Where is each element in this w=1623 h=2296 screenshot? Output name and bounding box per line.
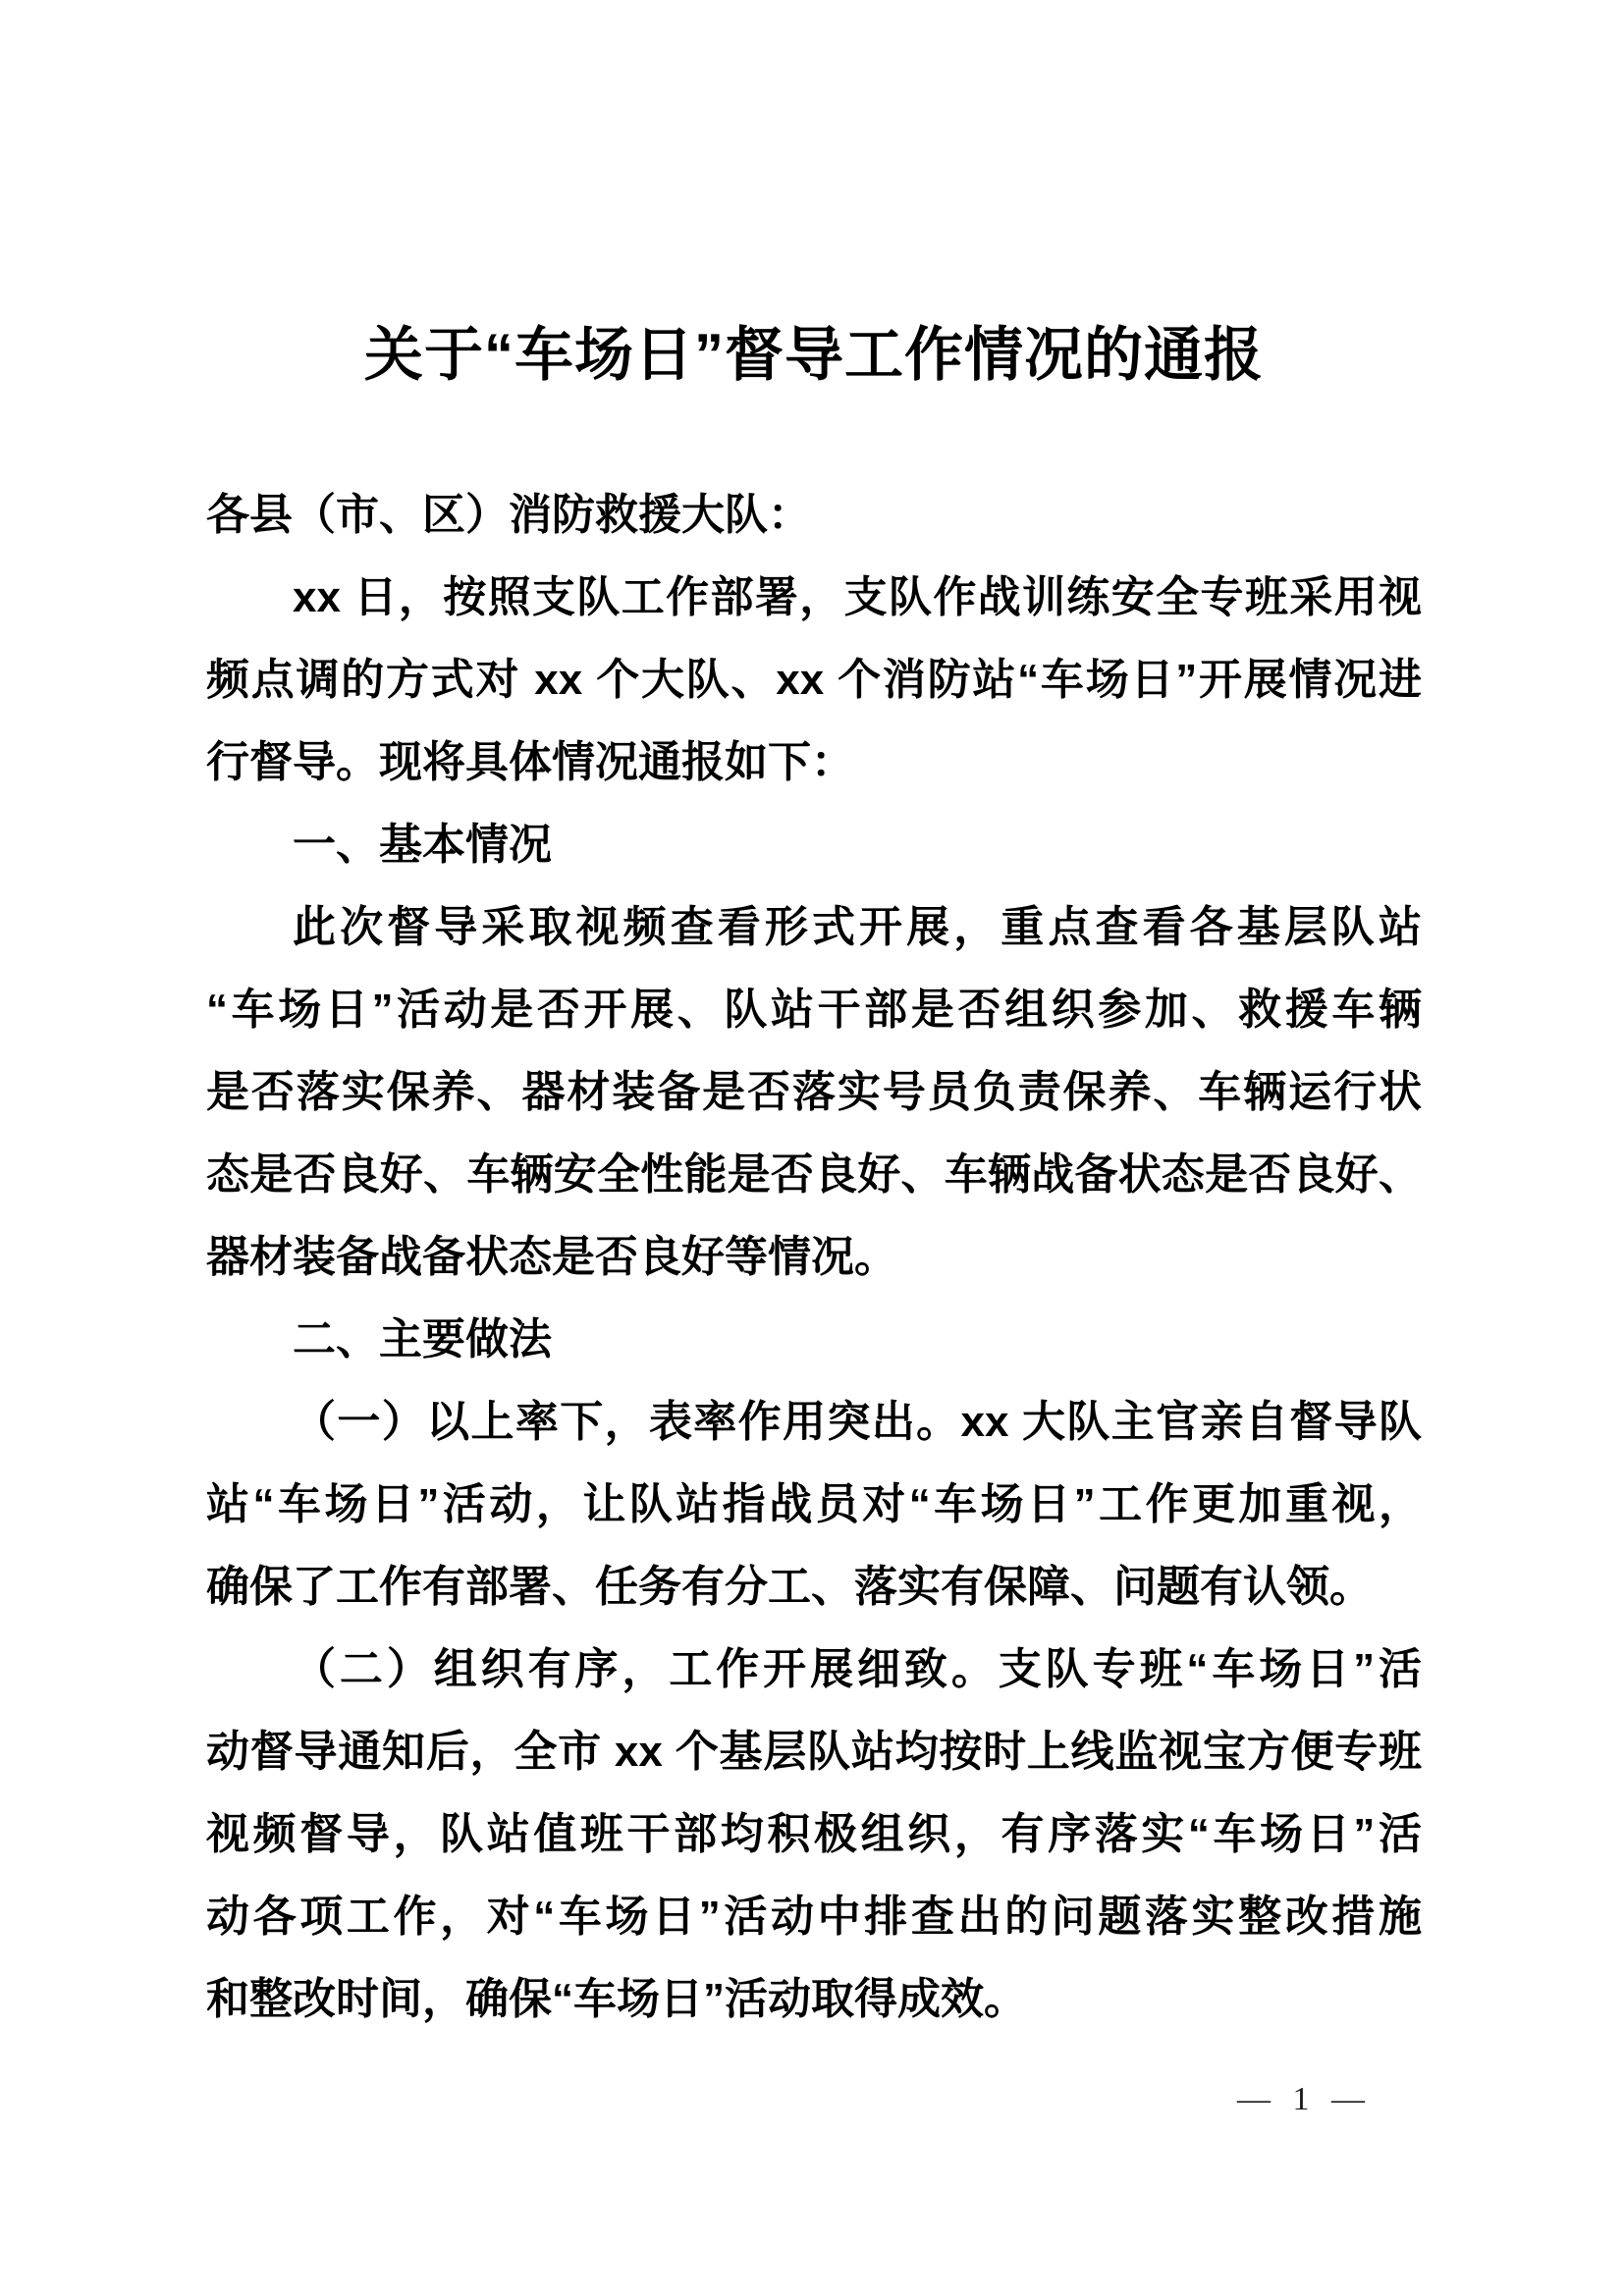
text-line: 动督导通知后，全市 xx 个基层队站均按时上线监视宝方便专班 [206,1728,1422,1776]
text-line: “车场日”活动是否开展、队站干部是否组织参加、救援车辆 [206,986,1422,1034]
text-line: 器材装备战备状态是否良好等情况。 [206,1233,897,1281]
text-line: 态是否良好、车辆安全性能是否良好、车辆战备状态是否良好、 [206,1150,1422,1199]
text-line: 视频督导，队站值班干部均积极组织，有序落实“车场日”活 [206,1810,1422,1858]
text-line: 是否落实保养、器材装备是否落实号员负责保养、车辆运行状 [206,1068,1422,1116]
text-line: 和整改时间，确保“车场日”活动取得成效。 [206,1975,1027,2023]
text-line: 频点调的方式对 xx 个大队、xx 个消防站“车场日”开展情况进 [206,656,1422,704]
section [206,804,1422,886]
section [206,1299,1422,1381]
text-line: 此次督导采取视频查看形式开展，重点查看各基层队站 [293,903,1422,951]
text-line: xx 日，按照支队工作部署，支队作战训练安全专班采用视 [293,573,1422,621]
document-content [206,0,1422,2041]
text-line: （二）组织有序，工作开展细致。支队专班“车场日”活 [293,1645,1422,1693]
section-heading: 一、基本情况 [293,821,552,869]
section-heading: 二、主要做法 [293,1315,552,1363]
text-line: （一）以上率下，表率作用突出。xx 大队主官亲自督导队 [293,1398,1422,1446]
paragraph [206,1629,1422,2041]
document-title: 关于“车场日”督导工作情况的通报 [364,322,1264,388]
salutation-line: 各县（市、区）消防救援大队： [206,491,811,539]
page-number: — 1 — [1237,2081,1365,2117]
page-footer [1237,2079,1365,2120]
document-body [206,474,1422,2041]
text-line: 行督导。现将具体情况通报如下： [206,738,854,786]
paragraph [206,886,1422,1299]
paragraph [206,1381,1422,1629]
paragraph [206,557,1422,804]
text-line: 动各项工作，对“车场日”活动中排查出的问题落实整改措施 [206,1893,1422,1941]
text-line: 站“车场日”活动，让队站指战员对“车场日”工作更加重视， [206,1480,1422,1528]
text-line: 确保了工作有部署、任务有分工、落实有保障、问题有认领。 [206,1563,1373,1611]
